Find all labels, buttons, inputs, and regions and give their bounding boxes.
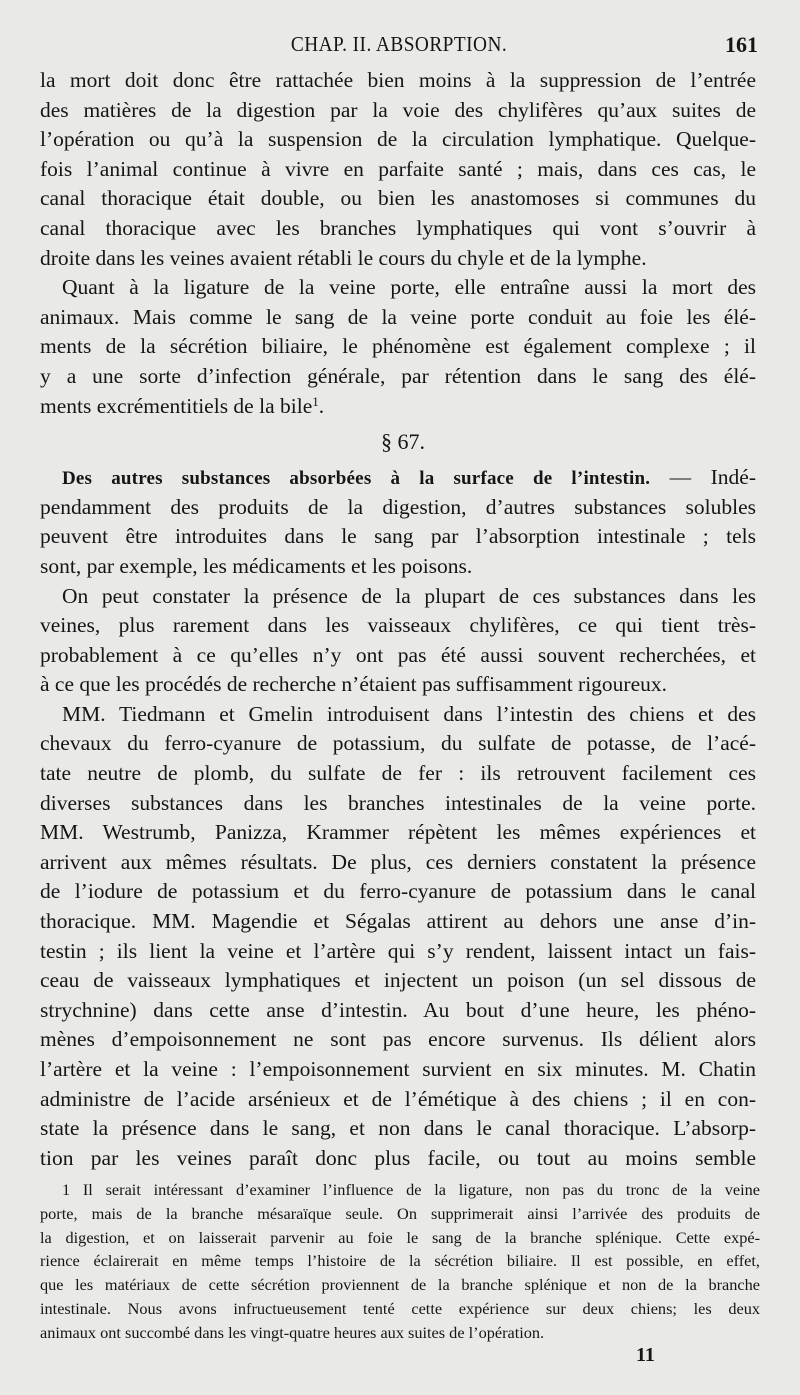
text-line: y a une sorte d’infection générale, par rétention dans le sang des élé- <box>40 363 756 388</box>
text-line: de l’iodure de potassium et du ferro-cyanure de potassium dans le canal <box>40 879 756 904</box>
text-line: state la présence dans le sang, et non dans le canal thoracique. L’absorp- <box>40 1116 756 1141</box>
footnote-line: que les matériaux de cette sécrétion proviennent de la branche splénique et non de la branche <box>40 1275 760 1295</box>
footnote-line: rience éclairerait en même temps l’histoire de la sécrétion biliaire. Il est possible, en effet, <box>40 1251 760 1271</box>
footnote-reference: 1 <box>312 393 319 409</box>
footnote-line: animaux ont succombé dans les vingt-quatre heures aux suites de l’opération. <box>40 1322 545 1342</box>
text-line: peuvent être introduites dans le sang par l’absorption intestinale ; tels <box>40 524 756 549</box>
text-line: testin ; ils lient la veine et l’artère qui s’y rendent, laissent intact un fais- <box>40 938 756 963</box>
footnote-line: la digestion, et on laisserait parvenir au foie le sang de la branche splénique. Cette expé- <box>40 1227 760 1247</box>
text-line: administre de l’acide arsénieux et de l’émétique à des chiens ; il en con- <box>40 1086 756 1111</box>
section-heading-dash: — Indé- <box>650 465 756 490</box>
text-line: MM. Westrumb, Panizza, Krammer répètent les mêmes expériences et <box>40 820 756 845</box>
footnote-line: intestinale. Nous avons infructueusement tenté cette expérience sur deux chiens; les deux <box>40 1298 760 1318</box>
text-line: mènes d’empoisonnement ne sont pas encore survenus. Ils délient alors <box>40 1027 756 1052</box>
section-number: § 67. <box>381 429 425 455</box>
text-line-end: ments excrémentitiels de la bile <box>40 393 313 418</box>
footnote <box>40 1178 760 1345</box>
text-line: canal thoracique avec les branches lymphatiques qui vont s’ouvrir à <box>40 215 756 240</box>
running-head <box>40 28 758 62</box>
footnote-line: porte, mais de la branche mésaraïque seule. On supprimerait ainsi l’arrivée des produits de <box>40 1203 760 1223</box>
text-line: l’artère et la veine : l’empoisonnement survient en six minutes. M. Chatin <box>40 1057 756 1081</box>
section-heading: Des autres substances absorbées à la surface de l’intestin. <box>62 468 651 490</box>
text-line: chevaux du ferro-cyanure de potassium, du sulfate de potasse, de l’acé- <box>40 731 756 756</box>
text-line: thoracique. MM. Magendie et Ségalas attirent au dehors une anse d’in- <box>40 909 756 934</box>
main-text <box>40 66 756 1173</box>
signature-mark: 11 <box>636 1344 655 1366</box>
text-line: strychnine) dans cette anse d’intestin. Au bout d’une heure, les phéno- <box>40 997 756 1022</box>
text-line: ceau de vaisseaux lymphatiques et injectent un poison (un sel dissous de <box>40 968 756 993</box>
text-line: la mort doit donc être rattachée bien moins à la suppression de l’entrée <box>40 68 756 92</box>
text-line: sont, par exemple, les médicaments et les poisons. <box>40 553 473 578</box>
text-line: fois l’animal continue à vivre en parfaite santé ; mais, dans ces cas, le <box>40 156 756 181</box>
text-line: animaux. Mais comme le sang de la veine porte conduit au foie les élé- <box>40 304 756 329</box>
section-heading-line <box>40 463 756 493</box>
text-line: On peut constater la présence de la plupart de ces substances dans les <box>62 583 756 608</box>
text-line: MM. Tiedmann et Gmelin introduisent dans l’intestin des chiens et des <box>62 701 756 726</box>
text-line: tion par les veines paraît donc plus facile, ou tout au moins semble <box>40 1145 756 1170</box>
text-line: diverses substances dans les branches intestinales de la veine porte. <box>40 790 756 815</box>
text-line: probablement à ce qu’elles n’y ont pas été aussi souvent recherchées, et <box>40 642 756 667</box>
text-line-with-footnote-ref <box>40 392 756 422</box>
text-line: veines, plus rarement dans les vaisseaux chylifères, ce qui tient très- <box>40 613 756 638</box>
text-line: à ce que les procédés de recherche n’étaient pas suffisamment rigoureux. <box>40 672 668 697</box>
text-line: arrivent aux mêmes résultats. De plus, ces derniers constatent la présence <box>40 849 756 874</box>
text-line: tate neutre de plomb, du sulfate de fer : ils retrouvent facilement ces <box>40 761 756 786</box>
text-line: des matières de la digestion par la voie des chylifères qu’aux suites de <box>40 97 756 122</box>
sentence-end: . <box>318 393 325 418</box>
text-line: Quant à la ligature de la veine porte, elle entraîne aussi la mort des <box>62 275 756 300</box>
text-line: pendamment des produits de la digestion, d’autres substances solubles <box>40 494 756 519</box>
text-line: droite dans les veines avaient rétabli le cours du chyle et de la lymphe. <box>40 245 647 270</box>
page-number: 161 <box>725 32 758 57</box>
text-line: canal thoracique était double, ou bien les anastomoses si communes du <box>40 186 756 211</box>
running-title: CHAP. II. ABSORPTION. <box>290 32 508 56</box>
text-line: ments de la sécrétion biliaire, le phénomène est également complexe ; il <box>40 334 756 359</box>
footnote-line: 1 Il serait intéressant d’examiner l’influence de la ligature, non pas du tronc de la veine <box>62 1180 760 1199</box>
text-line: l’opération ou qu’à la suspension de la circulation lymphatique. Quelque- <box>40 127 756 152</box>
